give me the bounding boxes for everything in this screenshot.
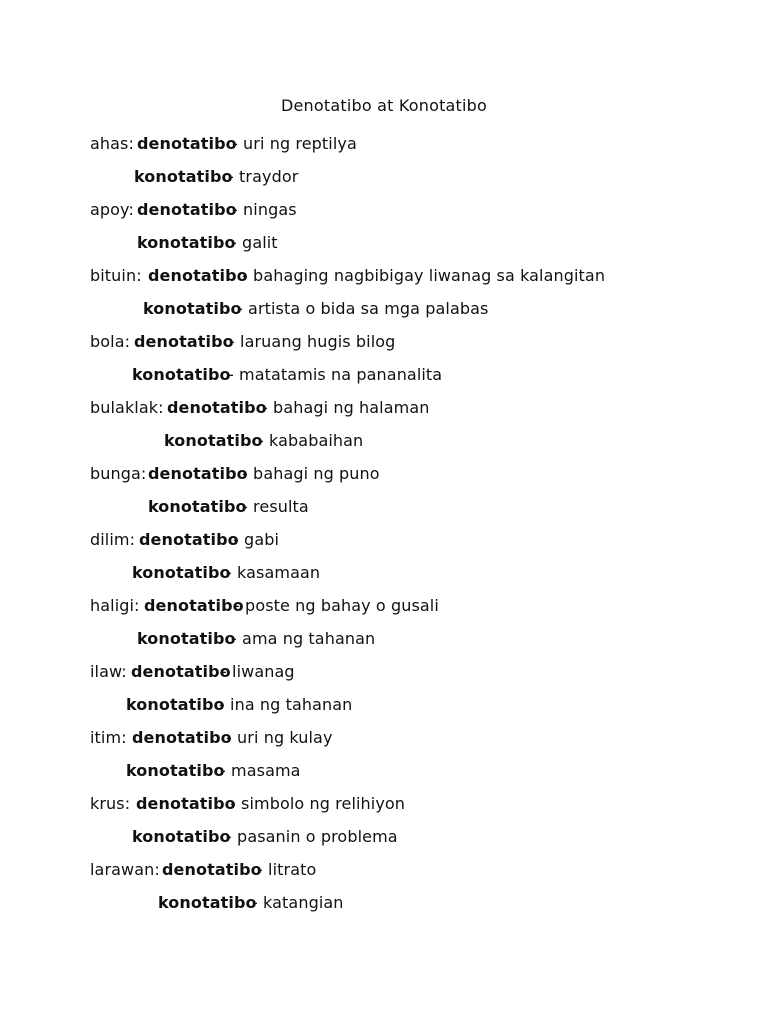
denotative-meaning: - poste ng bahay o gusali <box>234 596 439 615</box>
denotative-meaning: - bahaging nagbibigay liwanag sa kalangitan <box>242 266 606 285</box>
denotative-label: denotatibo <box>148 464 248 483</box>
denotative-label: denotatibo <box>132 728 232 747</box>
denotative-line <box>0 134 768 167</box>
connotative-line <box>0 761 768 794</box>
denotative-line <box>0 860 768 893</box>
connotative-label: konotatibo <box>164 431 263 450</box>
word-term: haligi: <box>90 596 140 615</box>
denotative-label: denotatibo <box>137 134 237 153</box>
word-term: dilim: <box>90 530 136 549</box>
connotative-label: konotatibo <box>132 563 231 582</box>
denotative-label: denotatibo <box>148 266 248 285</box>
denotative-line <box>0 266 768 299</box>
denotative-line <box>0 728 768 761</box>
denotative-label: denotatibo <box>131 662 231 681</box>
connotative-line <box>0 167 768 200</box>
connotative-line <box>0 629 768 662</box>
connotative-label: konotatibo <box>134 167 233 186</box>
denotative-line <box>0 530 768 563</box>
word-term: ilaw: <box>90 662 127 681</box>
denotative-label: denotatibo <box>136 794 236 813</box>
denotative-meaning: - laruang hugis bilog <box>229 332 396 351</box>
denotative-line <box>0 200 768 233</box>
denotative-meaning: - uri ng kulay <box>226 728 333 747</box>
denotative-line <box>0 662 768 695</box>
entry-list <box>0 134 768 926</box>
connotative-label: konotatibo <box>148 497 247 516</box>
word-term: bulaklak: <box>90 398 164 417</box>
connotative-meaning: - pasanin o problema <box>226 827 398 846</box>
connotative-meaning: - resulta <box>242 497 309 516</box>
connotative-label: konotatibo <box>137 629 236 648</box>
denotative-meaning: - gabi <box>233 530 280 549</box>
word-term: bituin: <box>90 266 142 285</box>
denotative-meaning: - uri ng reptilya <box>232 134 357 153</box>
denotative-meaning: - bahagi ng halaman <box>262 398 430 417</box>
denotative-meaning: - liwanag <box>221 662 295 681</box>
connotative-meaning: - masama <box>220 761 301 780</box>
connotative-line <box>0 431 768 464</box>
denotative-meaning: - ningas <box>232 200 297 219</box>
denotative-label: denotatibo <box>144 596 244 615</box>
connotative-meaning: - matatamis na pananalita <box>228 365 443 384</box>
connotative-meaning: - artista o bida sa mga palabas <box>237 299 489 318</box>
connotative-line <box>0 827 768 860</box>
connotative-meaning: - kasamaan <box>226 563 321 582</box>
denotative-label: denotatibo <box>139 530 239 549</box>
connotative-label: konotatibo <box>137 233 236 252</box>
connotative-label: konotatibo <box>158 893 257 912</box>
word-term: bunga: <box>90 464 147 483</box>
connotative-meaning: - ama ng tahanan <box>231 629 376 648</box>
word-term: ahas: <box>90 134 134 153</box>
denotative-meaning: - litrato <box>257 860 317 879</box>
connotative-label: konotatibo <box>126 695 225 714</box>
word-term: bola: <box>90 332 131 351</box>
denotative-line <box>0 464 768 497</box>
connotative-label: konotatibo <box>143 299 242 318</box>
denotative-meaning: - bahagi ng puno <box>242 464 380 483</box>
denotative-label: denotatibo <box>162 860 262 879</box>
connotative-line <box>0 233 768 266</box>
denotative-line <box>0 332 768 365</box>
denotative-label: denotatibo <box>137 200 237 219</box>
denotative-line <box>0 398 768 431</box>
connotative-label: konotatibo <box>132 827 231 846</box>
connotative-line <box>0 497 768 530</box>
denotative-label: denotatibo <box>134 332 234 351</box>
connotative-label: konotatibo <box>126 761 225 780</box>
connotative-meaning: - kababaihan <box>258 431 364 450</box>
connotative-label: konotatibo <box>132 365 231 384</box>
word-term: apoy: <box>90 200 134 219</box>
connotative-meaning: - ina ng tahanan <box>219 695 353 714</box>
connotative-line <box>0 695 768 728</box>
word-term: larawan: <box>90 860 160 879</box>
denotative-label: denotatibo <box>167 398 267 417</box>
connotative-line <box>0 299 768 332</box>
denotative-line <box>0 596 768 629</box>
word-term: krus: <box>90 794 131 813</box>
connotative-line <box>0 893 768 926</box>
word-term: itim: <box>90 728 127 747</box>
connotative-meaning: - katangian <box>252 893 344 912</box>
connotative-meaning: - traydor <box>228 167 299 186</box>
denotative-line <box>0 794 768 827</box>
page-title: Denotatibo at Konotatibo <box>280 96 488 115</box>
connotative-meaning: - galit <box>231 233 278 252</box>
denotative-meaning: - simbolo ng relihiyon <box>230 794 406 813</box>
connotative-line <box>0 365 768 398</box>
connotative-line <box>0 563 768 596</box>
